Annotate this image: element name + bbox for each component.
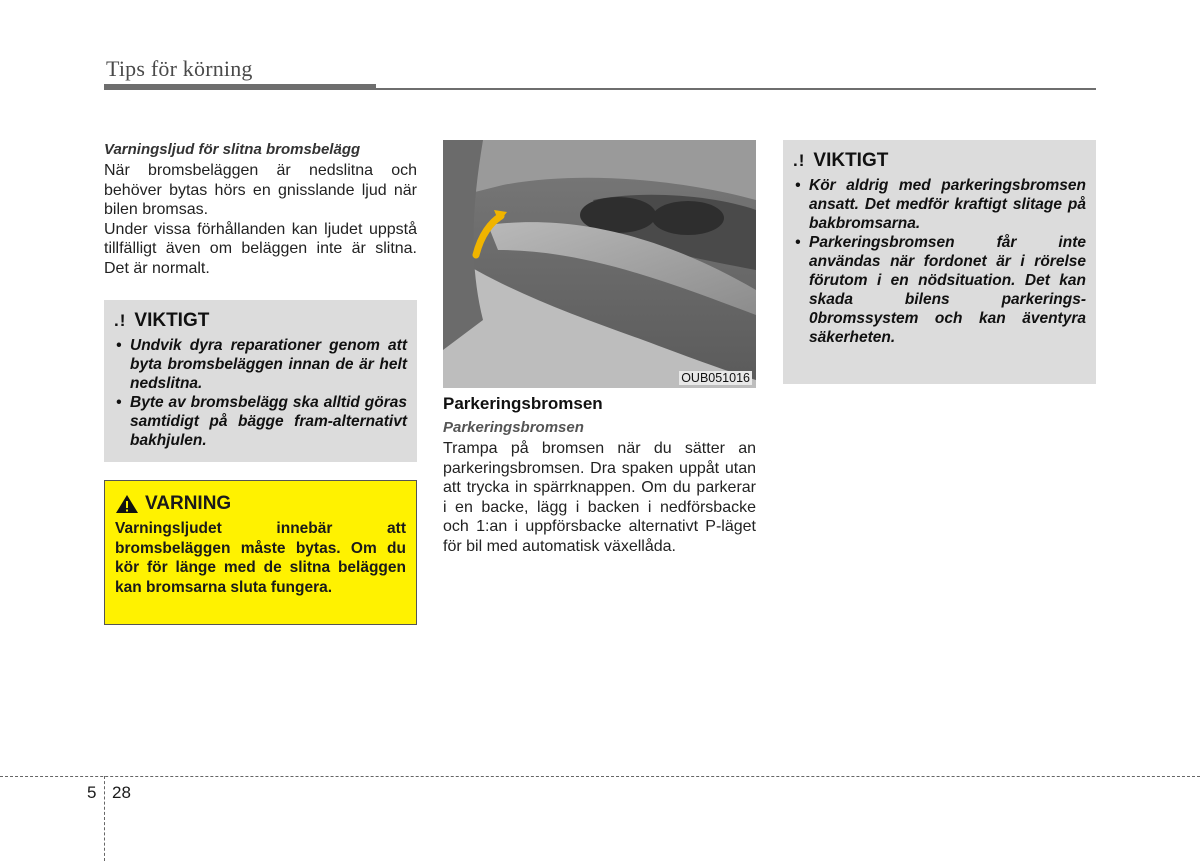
important-note-list <box>114 336 407 450</box>
important-note-heading <box>114 310 407 332</box>
column-left <box>104 140 417 625</box>
paragraph-parking-brake: Trampa på bromsen när du sätter an parkeringsbromsen. Dra spaken uppåt utan att trycka in spärrknappen. Om du parkerar i en backe, lägg i backen i nedförsbacke och 1:an i uppförsbacke alternativt P-läget för bil med automatisk växellåda. <box>443 440 756 555</box>
paragraph-worn-pads-1: När bromsbeläggen är nedslitna och behöver bytas hörs en gnisslande ljud när bilen bromsas. <box>104 162 417 218</box>
exclamation-icon: .! <box>793 151 806 170</box>
section-title-parking-brake: Parkeringsbromsen <box>443 394 603 413</box>
paragraph-worn-pads-2: Under vissa förhållanden kan ljudet uppstå tillfälligt även om beläggen inte är slitna. Det är normalt. <box>104 220 417 277</box>
chapter-number: 5 <box>87 783 97 802</box>
footer-dashed-divider <box>104 776 105 861</box>
list-item: • Parkeringsbromsen får inte användas när fordonet är i rörelse förutom i en nödsituation. Det kan skada bilens parkerings-0bromssystem och kan äventyra säkerheten. <box>795 234 1086 346</box>
footer-dashed-rule <box>0 776 1200 777</box>
important-note-title: VIKTIGT <box>134 310 210 331</box>
bullet-icon: • <box>116 394 122 411</box>
subheading-worn-pads: Varningsljud för slitna bromsbelägg <box>104 141 361 158</box>
column-middle <box>443 140 756 556</box>
page-header-title: Tips för körning <box>106 56 253 81</box>
bullet-icon: • <box>795 177 801 194</box>
warning-heading <box>115 493 406 515</box>
header-rule <box>104 88 1096 90</box>
parking-brake-illustration <box>443 140 756 388</box>
parking-brake-photo <box>443 140 756 388</box>
important-note-box <box>104 300 417 462</box>
list-item: • Undvik dyra reparationer genom att byta bromsbeläggen innan de är helt nedslitna. <box>116 337 407 392</box>
image-code-label: OUB051016 <box>681 371 750 385</box>
subheading-parking-brake: Parkeringsbromsen <box>443 419 584 436</box>
list-item: • Kör aldrig med parkeringsbromsen ansatt. Det medför kraftigt slitage på bakbromsarna. <box>795 177 1086 232</box>
important-note-title: VIKTIGT <box>813 150 889 171</box>
page-number: 28 <box>112 783 131 802</box>
exclamation-icon: .! <box>114 311 127 330</box>
warning-triangle-icon <box>115 494 139 514</box>
warning-text: Varningsljudet innebär att bromsbeläggen måste bytas. Om du kör för länge med de slitna beläggen kan bromsarna sluta fungera. <box>115 520 406 596</box>
bullet-icon: • <box>116 337 122 354</box>
important-note-list <box>793 176 1086 347</box>
important-note-heading <box>793 150 1086 172</box>
list-item: • Byte av bromsbelägg ska alltid göras samtidigt på bägge fram-alternativt bakhjulen. <box>116 394 407 449</box>
bullet-icon: • <box>795 234 801 251</box>
important-note-box-right <box>783 140 1096 384</box>
column-right <box>783 140 1096 384</box>
warning-box <box>104 480 417 625</box>
warning-title: VARNING <box>145 493 232 514</box>
